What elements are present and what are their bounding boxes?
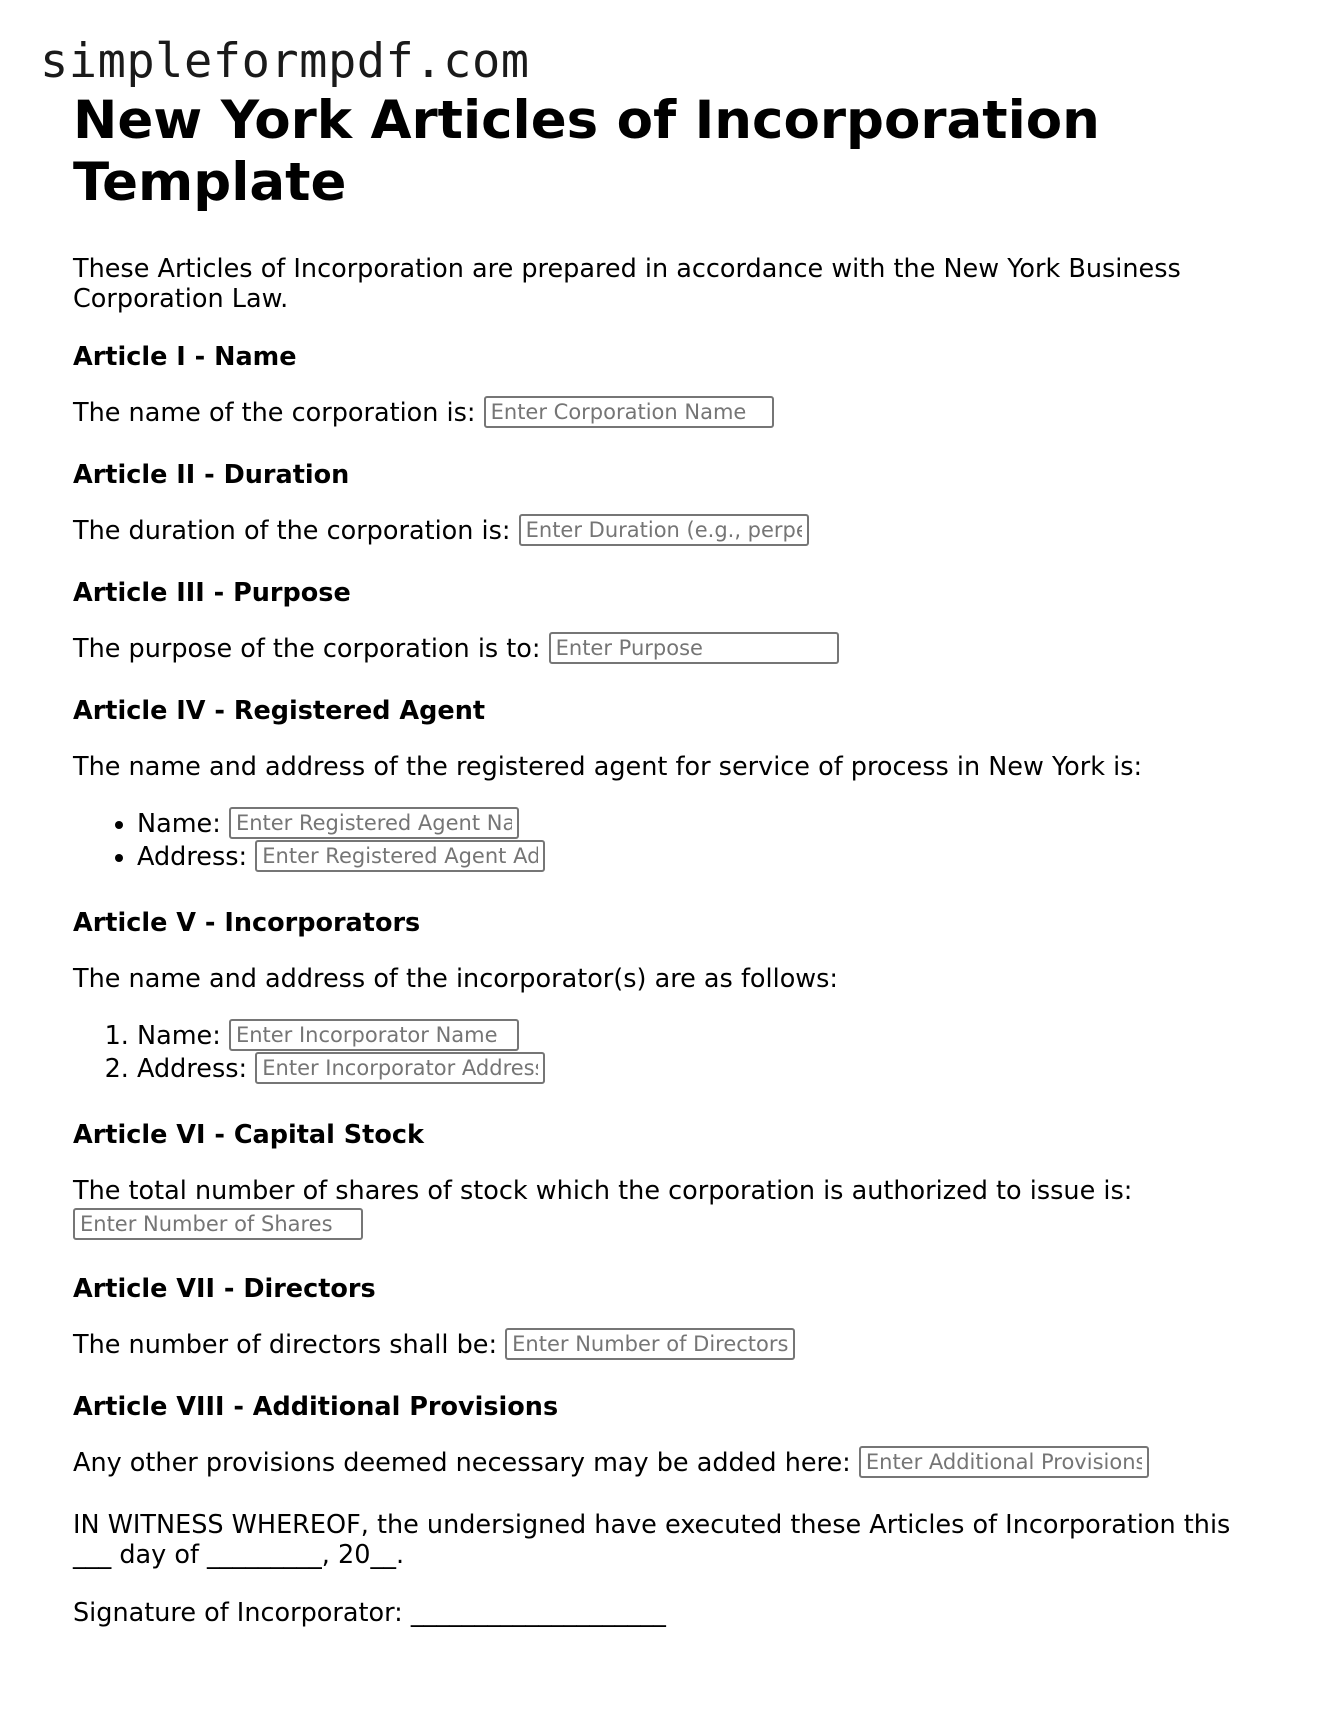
purpose-input[interactable]	[549, 632, 839, 664]
watermark: simpleformpdf.com	[40, 34, 530, 89]
incorporator-address-input[interactable]	[255, 1052, 545, 1084]
incorporators-list	[73, 1020, 1273, 1086]
incorporator-name-label: Name:	[137, 1021, 221, 1051]
incorporator-name-input[interactable]	[229, 1019, 519, 1051]
shares-label: The total number of shares of stock which the corporation is authorized to issue is:	[73, 1176, 1133, 1206]
provisions-label: Any other provisions deemed necessary may be added here:	[73, 1448, 851, 1478]
document-body	[73, 90, 1273, 1628]
shares-input[interactable]	[73, 1208, 363, 1240]
list-item	[137, 841, 1273, 874]
corporation-name-label: The name of the corporation is:	[73, 398, 476, 428]
intro-paragraph: These Articles of Incorporation are prepared in accordance with the New York Business Corporation Law.	[73, 254, 1181, 314]
agent-address-input[interactable]	[255, 840, 545, 872]
article-3-field	[73, 634, 1273, 664]
article-5-heading: Article V - Incorporators	[73, 908, 421, 938]
article-1-field	[73, 398, 1273, 428]
list-item	[137, 808, 1273, 841]
page-title: New York Articles of Incorporation Template	[73, 90, 1100, 213]
witness-paragraph: IN WITNESS WHEREOF, the undersigned have executed these Articles of Incorporation this ___ day of _________, 20__.	[73, 1510, 1231, 1570]
purpose-label: The purpose of the corporation is to:	[73, 634, 541, 664]
article-3-heading: Article III - Purpose	[73, 578, 351, 608]
article-7-field	[73, 1330, 1273, 1360]
article-2-heading: Article II - Duration	[73, 460, 350, 490]
registered-agent-text: The name and address of the registered agent for service of process in New York is:	[73, 752, 1143, 782]
article-8-heading: Article VIII - Additional Provisions	[73, 1392, 559, 1422]
article-8-field	[73, 1448, 1273, 1478]
incorporator-address-label: Address:	[137, 1054, 248, 1084]
signature-line: Signature of Incorporator: ____________________	[73, 1598, 666, 1628]
registered-agent-list	[73, 808, 1273, 874]
directors-label: The number of directors shall be:	[73, 1330, 498, 1360]
duration-label: The duration of the corporation is:	[73, 516, 511, 546]
list-item	[137, 1053, 1273, 1086]
duration-input[interactable]	[519, 514, 809, 546]
provisions-input[interactable]	[859, 1446, 1149, 1478]
article-7-heading: Article VII - Directors	[73, 1274, 376, 1304]
corporation-name-input[interactable]	[484, 396, 774, 428]
list-item	[137, 1020, 1273, 1053]
agent-name-input[interactable]	[229, 807, 519, 839]
article-6-heading: Article VI - Capital Stock	[73, 1120, 424, 1150]
agent-address-label: Address:	[137, 842, 248, 872]
incorporators-text: The name and address of the incorporator(s) are as follows:	[73, 964, 839, 994]
article-1-heading: Article I - Name	[73, 342, 297, 372]
agent-name-label: Name:	[137, 809, 221, 839]
article-6-field	[73, 1176, 1273, 1240]
article-4-heading: Article IV - Registered Agent	[73, 696, 486, 726]
directors-input[interactable]	[505, 1328, 795, 1360]
article-2-field	[73, 516, 1273, 546]
